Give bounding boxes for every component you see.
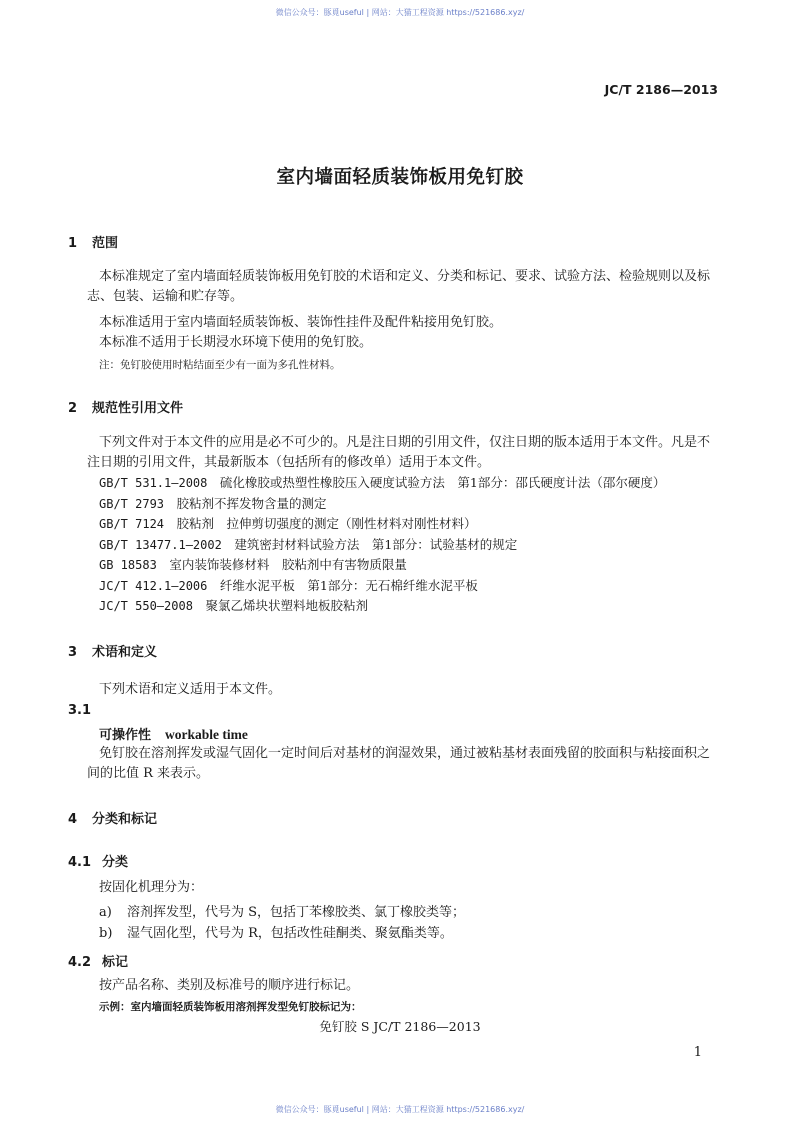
clause-number: 4.1 [68,855,92,870]
clause-title: 标记 [102,955,129,970]
list-item [99,922,453,941]
document-title: 室内墙面轻质装饰板用免钉胶 [276,167,524,188]
reference-item [99,473,665,494]
reference-item [99,494,665,515]
reference-code: GB/T 13477.1—2002 [99,537,222,552]
standard-code: JC/T 2186—2013 [604,82,718,97]
reference-item [99,514,665,535]
reference-list [99,473,665,617]
reference-code: GB 18583 [99,558,157,572]
section-title: 规范性引用文件 [92,401,184,416]
section-2-heading [68,397,183,416]
paragraph: 本标准适用于室内墙面轻质装饰板、装饰性挂件及配件粘接用免钉胶。 [99,315,503,330]
paragraph: 按固化机理分为： [99,880,204,895]
section-title: 分类和标记 [92,812,158,827]
list-text: 湿气固化型，代号为 R，包括改性硅酮类、聚氨酯类等。 [127,926,453,941]
section-title: 范围 [92,236,119,251]
watermark-top: 微信公众号：豚覓useful | 网站：大猫工程资源 https://521686.xyz/ [275,8,525,17]
clause-4-2-heading [68,951,128,970]
reference-code: GB/T 2793 [99,496,165,511]
reference-item [99,555,665,576]
clause-number: 3.1 [68,703,92,718]
list-marker: b) [99,926,113,941]
example-mark: 免钉胶 S JC/T 2186—2013 [319,1019,481,1034]
section-number: 4 [68,812,78,827]
reference-title: 建筑密封材料试验方法 第1部分：试验基材的规定 [234,536,518,552]
reference-item [99,596,665,617]
section-3-heading [68,641,157,660]
reference-title: 胶粘剂 拉伸剪切强度的测定（刚性材料对刚性材料） [176,516,477,531]
section-1-heading [68,232,118,251]
reference-code: GB/T 7124 [99,517,165,531]
section-4-heading [68,808,157,827]
reference-title: 纤维水泥平板 第1部分：无石棉纤维水泥平板 [219,577,478,593]
term-entry [99,724,248,743]
example-note: 示例：室内墙面轻质装饰板用溶剂挥发型免钉胶标记为： [99,1001,362,1013]
section-number: 3 [68,645,78,660]
reference-code: JC/T 412.1—2006 [99,578,208,593]
clause-title: 分类 [102,855,129,870]
section-number: 2 [68,401,78,416]
reference-title: 胶粘剂不挥发物含量的测定 [176,495,327,511]
reference-title: 聚氯乙烯块状塑料地板胶粘剂 [205,598,368,613]
paragraph: 按产品名称、类别及标准号的顺序进行标记。 [99,978,360,993]
reference-item [99,576,665,597]
watermark-bottom: 微信公众号：豚覓useful | 网站：大猫工程资源 https://521686.xyz/ [275,1105,525,1114]
section-number: 1 [68,236,78,251]
clause-3-1-number [68,703,102,718]
term-definition: 免钉胶在溶剂挥发或湿气固化一定时间后对基材的润湿效果，通过被粘基材表面残留的胶面积与粘接面积之间的比值 R 来表示。 [87,746,711,781]
term-chinese: 可操作性 [99,728,152,743]
reference-title: 室内装饰装修材料 胶粘剂中有害物质限量 [169,557,407,572]
paragraph: 下列术语和定义适用于本文件。 [99,682,282,697]
clause-number: 4.2 [68,955,92,970]
reference-code: JC/T 550—2008 [99,599,193,613]
term-english: workable time [165,727,248,742]
paragraph: 本标准不适用于长期浸水环境下使用的免钉胶。 [99,335,373,350]
note: 注：免钉胶使用时粘结面至少有一面为多孔性材料。 [99,359,341,371]
reference-code: GB/T 531.1—2008 [99,476,208,490]
paragraph: 下列文件对于本文件的应用是必不可少的。凡是注日期的引用文件，仅注日期的版本适用于本文件。凡是不注日期的引用文件，其最新版本（包括所有的修改单）适用于本文件。 [87,435,711,470]
page-number: 1 [693,1045,702,1060]
section-title: 术语和定义 [92,645,158,660]
list-marker: a) [99,905,112,920]
reference-item [99,535,665,556]
clause-4-1-heading [68,851,128,870]
list-text: 溶剂挥发型，代号为 S，包括丁苯橡胶类、氯丁橡胶类等； [127,905,466,920]
reference-title: 硫化橡胶或热塑性橡胶压入硬度试验方法 第1部分：邵氏硬度计法（邵尔硬度） [219,475,666,490]
list-item [99,901,465,920]
paragraph: 本标准规定了室内墙面轻质装饰板用免钉胶的术语和定义、分类和标记、要求、试验方法、检验规则以及标志、包装、运输和贮存等。 [87,269,711,304]
